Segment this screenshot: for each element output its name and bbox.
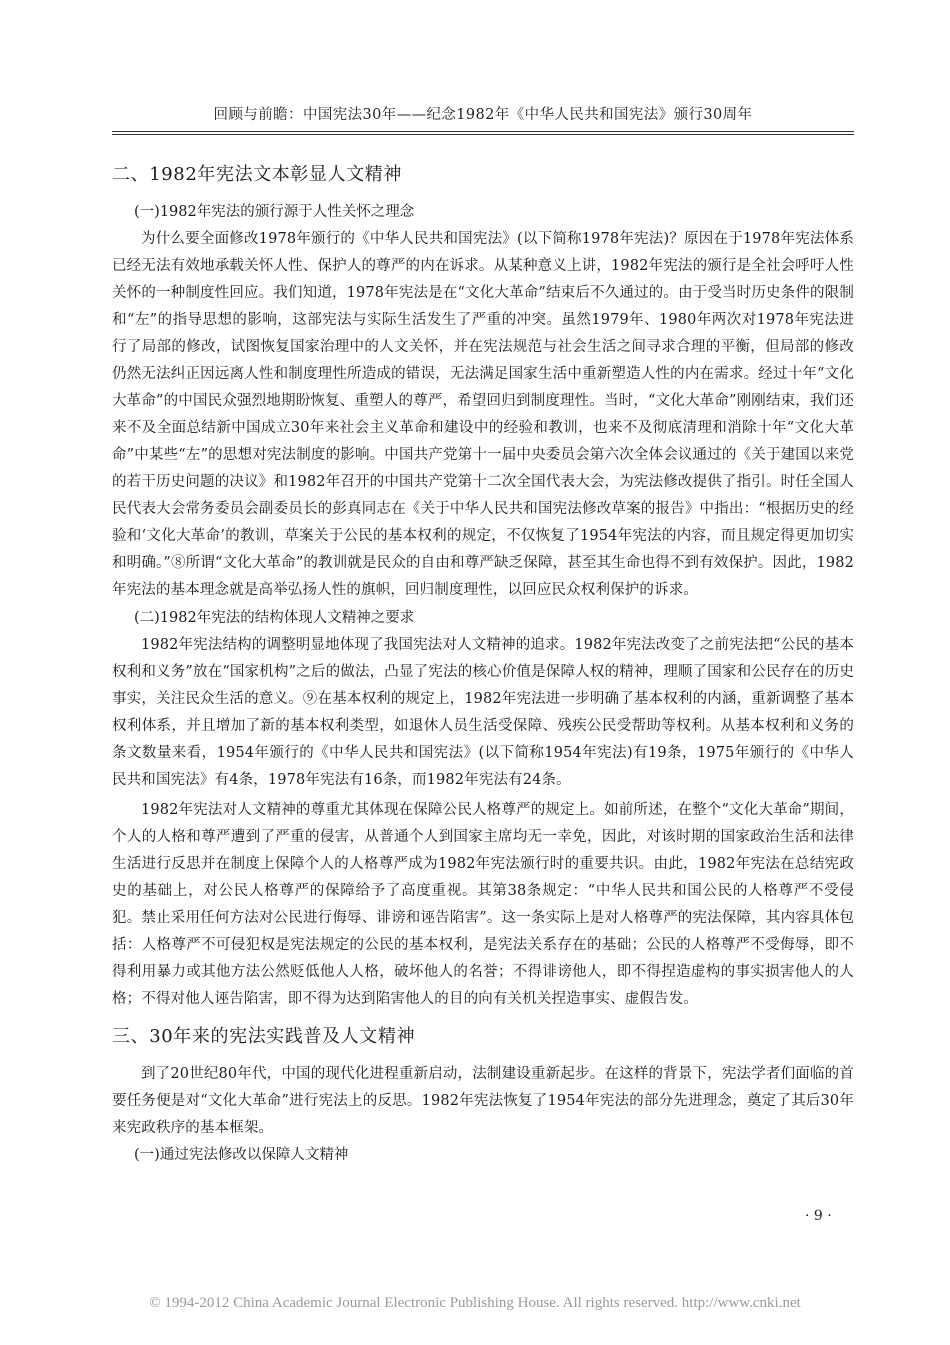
- paragraph-2-1: 为什么要全面修改1978年颁行的《中华人民共和国宪法》(以下简称1978年宪法)？原因在于1978年宪法体系已经无法有效地承载关怀人性、保护人的尊严的内在诉求。从某种意义上讲，1982年宪法的颁行是全社会呼吁人性关怀的一种制度性回应。我们知道，1978年宪法是在“文化大革命”结束后不久通过的。由于受当时历史条件的限制和“左”的指导思想的影响，这部宪法与实际生活发生了严重的冲突。虽然1979年、1980年两次对1978年宪法进行了局部的修改，试图恢复国家治理中的人文关怀，并在宪法规范与社会生活之间寻求合理的平衡，但局部的修改仍然无法纠正因远离人性和制度理性所造成的错误，无法满足国家生活中重新塑造人性的内在需求。经过十年“文化大革命”的中国民众强烈地期盼恢复、重塑人的尊严，希望回归到制度理性。当时，“文化大革命”刚刚结束，我们还来不及全面总结新中国成立30年来社会主义革命和建设中的经验和教训，也来不及彻底清理和消除十年“文化大革命”中某些“左”的思想对宪法制度的影响。中国共产党第十一届中央委员会第六次全体会议通过的《关于建国以来党的若干历史问题的决议》和1982年召开的中国共产党第十二次全国代表大会，为宪法修改提供了指引。时任全国人民代表大会常务委员会副委员长的彭真同志在《关于中华人民共和国宪法修改草案的报告》中指出：“根据历史的经验和‘文化大革命’的教训，草案关于公民的基本权利的规定，不仅恢复了1954年宪法的内容，而且规定得更加切实和明确。”⑧所谓“文化大革命”的教训就是民众的自由和尊严缺乏保障，甚至其生命也得不到有效保护。因此，1982年宪法的基本理念就是高举弘扬人性的旗帜，回归制度理性，以回应民众权利保护的诉求。: [112, 231, 854, 598]
- running-header: 回顾与前瞻：中国宪法30年——纪念1982年《中华人民共和国宪法》颁行30周年: [213, 107, 753, 123]
- subsection-heading-2-1: (一)1982年宪法的颁行源于人性关怀之理念: [134, 204, 415, 220]
- paragraph-3: 到了20世纪80年代，中国的现代化进程重新启动，法制建设重新起步。在这样的背景下，宪法学者们面临的首要任务便是对“文化大革命”进行宪法上的反思。1982年宪法恢复了1954年宪法的部分先进理念，奠定了其后30年来宪政秩序的基本框架。: [112, 1066, 854, 1136]
- paragraph-2-2-b: 1982年宪法对人文精神的尊重尤其体现在保障公民人格尊严的规定上。如前所述，在整个“文化大革命”期间，个人的人格和尊严遭到了严重的侵害，从普通个人到国家主席均无一幸免，因此，对该时期的国家政治生活和法律生活进行反思并在制度上保障个人的人格尊严成为1982年宪法颁行时的重要共识。由此，1982年宪法在总结宪政史的基础上，对公民人格尊严的保障给予了高度重视。其第38条规定：“中华人民共和国公民的人格尊严不受侵犯。禁止采用任何方法对公民进行侮辱、诽谤和诬告陷害”。这一条实际上是对人格尊严的宪法保障，其内容具体包括：人格尊严不可侵犯权是宪法规定的公民的基本权利，是宪法关系存在的基础；公民的人格尊严不受侮辱，即不得利用暴力或其他方法公然贬低他人人格，破坏他人的名誉；不得诽谤他人，即不得捏造虚构的事实损害他人的人格；不得对他人诬告陷害，即不得为达到陷害他人的目的向有关机关捏造事实、虚假告发。: [112, 802, 854, 1007]
- page-number: · 9 ·: [805, 1208, 832, 1224]
- paragraph-2-2-a: 1982年宪法结构的调整明显地体现了我国宪法对人文精神的追求。1982年宪法改变了之前宪法把“公民的基本权利和义务”放在“国家机构”之后的做法，凸显了宪法的核心价值是保障人权的精神，理顺了国家和公民存在的历史事实，关注民众生活的意义。⑨在基本权利的规定上，1982年宪法进一步明确了基本权利的内涵，重新调整了基本权利体系，并且增加了新的基本权利类型，如退休人员生活受保障、残疾公民受帮助等权利。从基本权利和义务的条文数量来看，1954年颁行的《中华人民共和国宪法》(以下简称1954年宪法)有19条，1975年颁行的《中华人民共和国宪法》有4条，1978年宪法有16条，而1982年宪法有24条。: [112, 637, 854, 788]
- article-body: [112, 160, 854, 1169]
- copyright-footer: © 1994-2012 China Academic Journal Electronic Publishing House. All rights reserved. http://www.cnki.net: [149, 1295, 801, 1311]
- section-heading-3: 三、30年来的宪法实践普及人文精神: [112, 1026, 416, 1047]
- header-rule-secondary: [112, 134, 854, 135]
- header-rule: [112, 131, 854, 132]
- section-heading-2: 二、1982年宪法文本彰显人文精神: [112, 164, 403, 185]
- subsection-heading-2-2: (二)1982年宪法的结构体现人文精神之要求: [134, 610, 415, 626]
- subsection-heading-3-1: (一)通过宪法修改以保障人文精神: [134, 1147, 349, 1163]
